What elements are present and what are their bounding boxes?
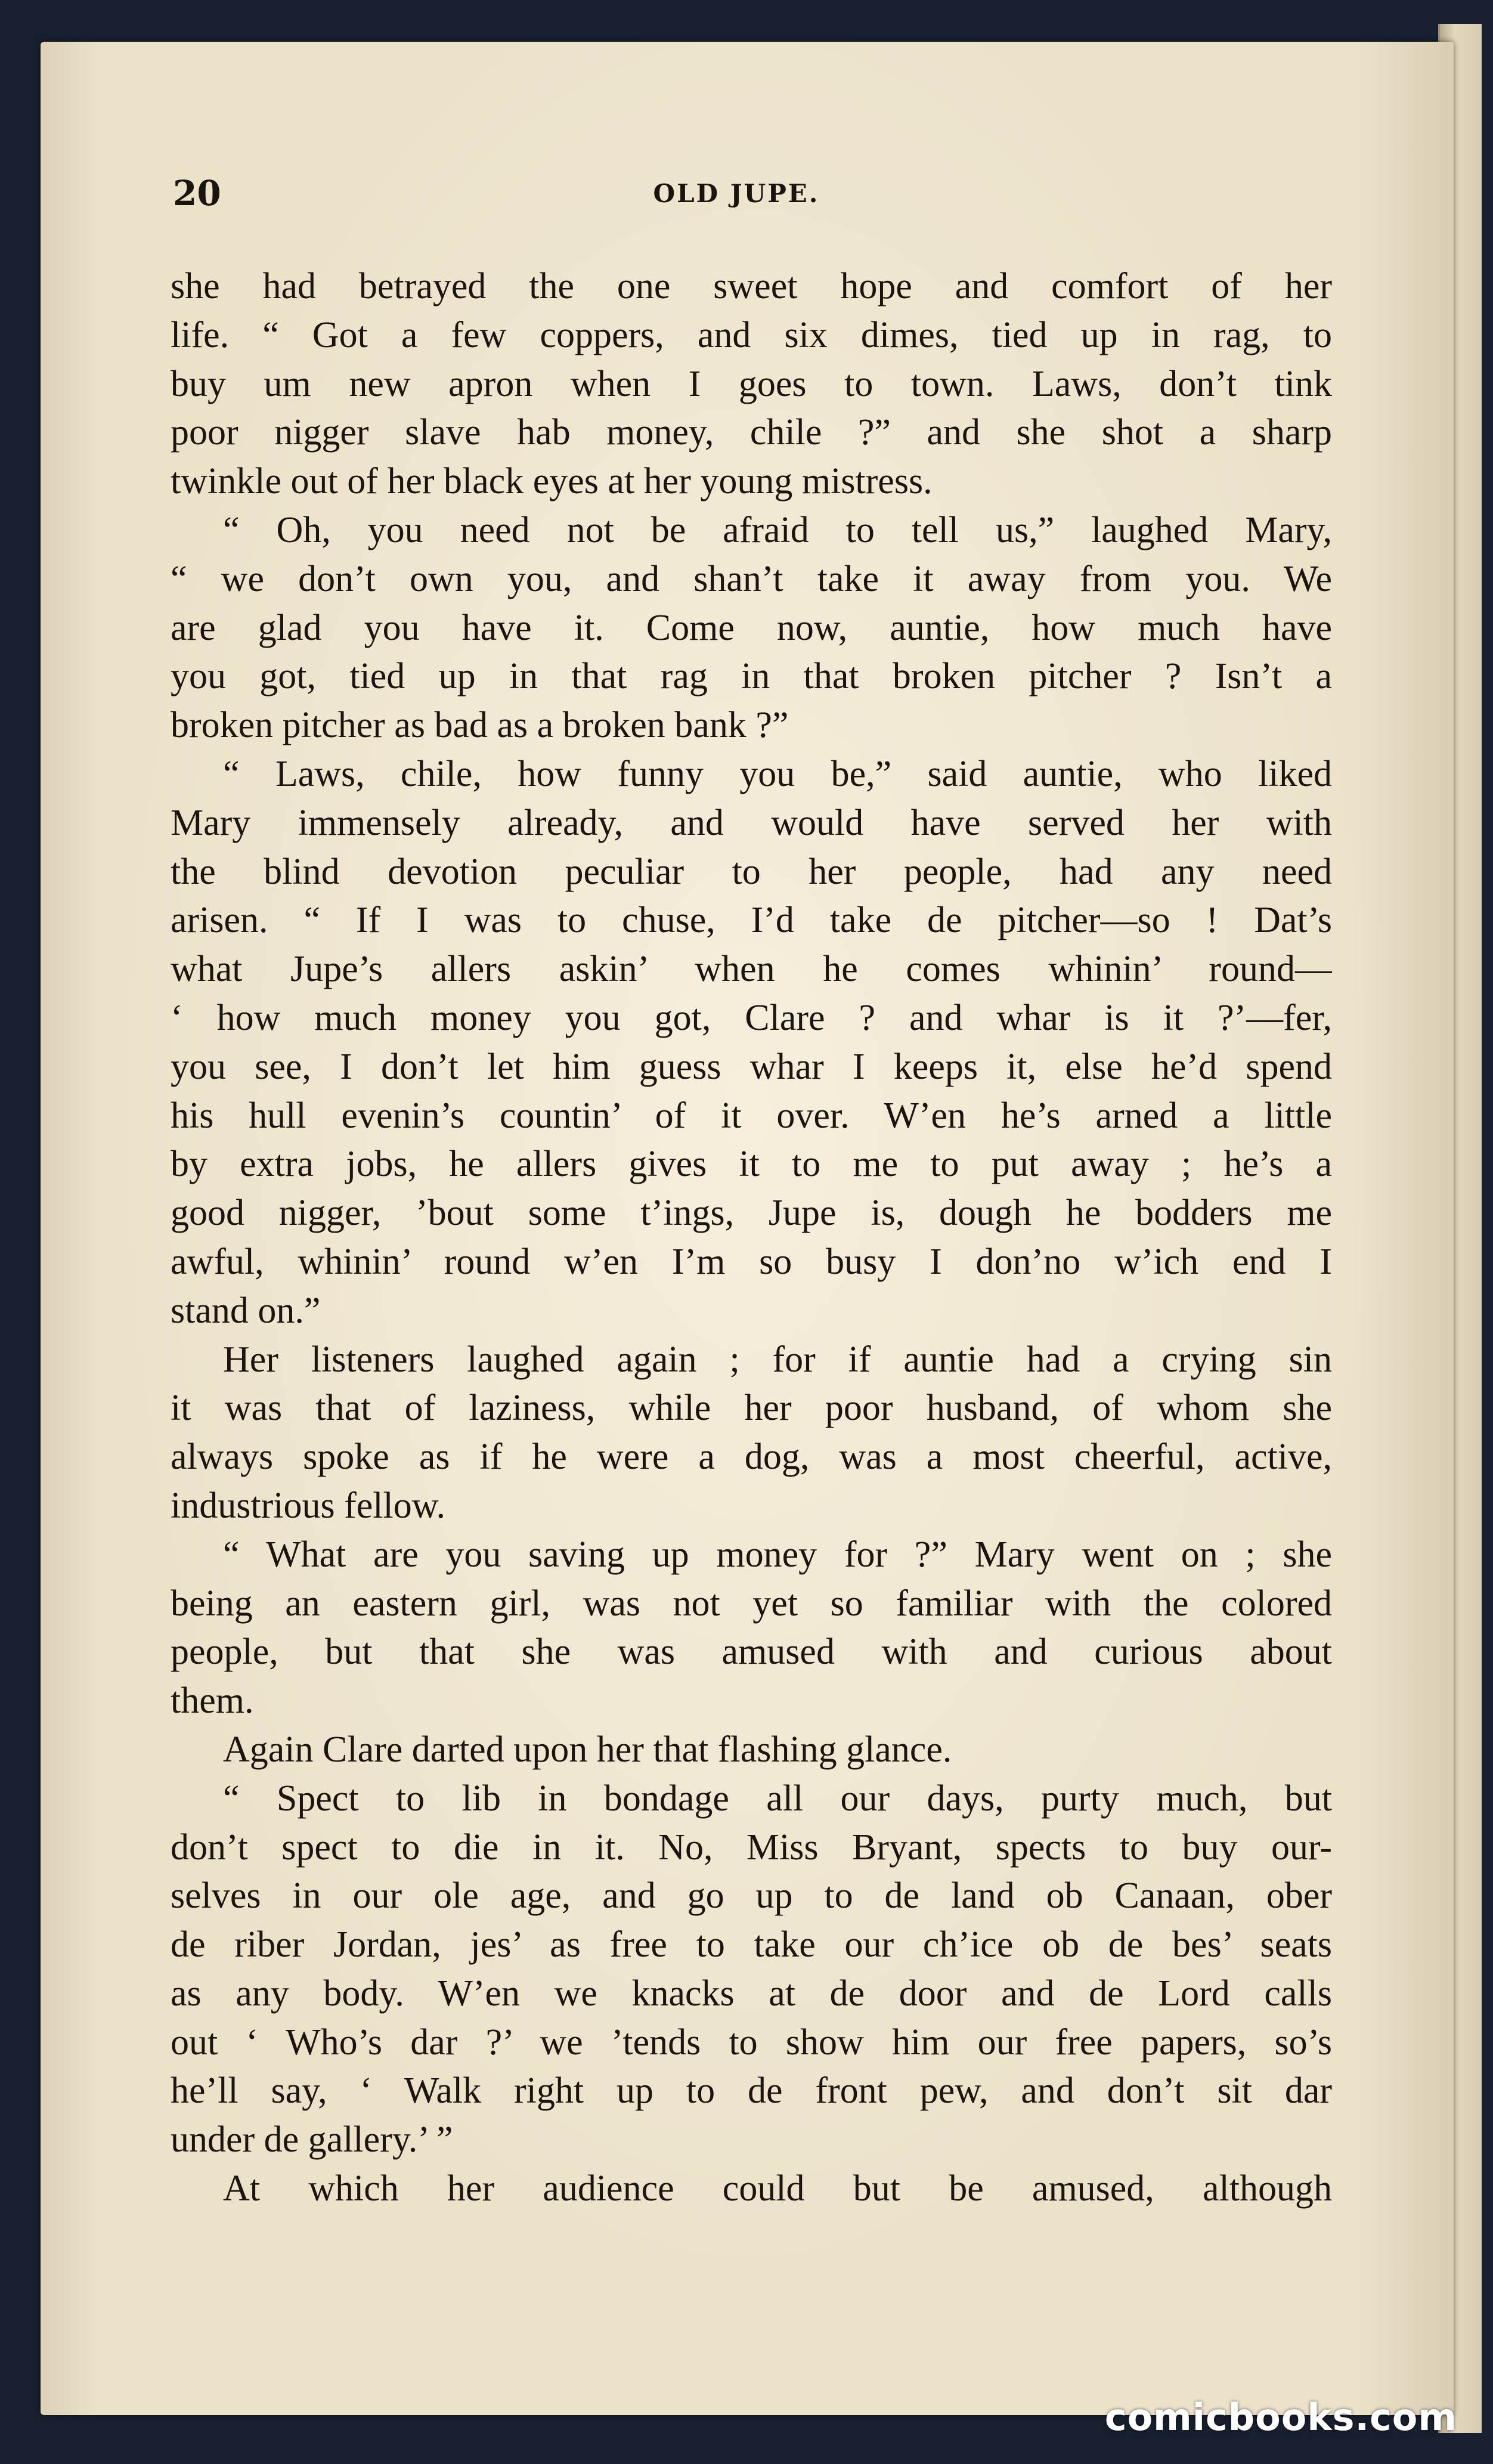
text-line: At which her audience could but be amused, although — [223, 2168, 1332, 2209]
text-line: good nigger, ’bout some t’ings, Jupe is, dough he bodders me — [171, 1193, 1332, 1234]
page-header — [173, 173, 1300, 215]
text-line: he’ll say, ‘ Walk right up to de front pew, and don’t sit dar — [171, 2070, 1332, 2112]
text-line: poor nigger slave hab money, chile ?” and she shot a sharp — [171, 412, 1332, 453]
text-line: out ‘ Who’s dar ?’ we ’tends to show him our free papers, so’s — [171, 2022, 1332, 2063]
text-line: life. “ Got a few coppers, and six dimes, tied up in rag, to — [171, 314, 1332, 355]
watermark-text: comicbooks.com — [1104, 2395, 1457, 2439]
text-line: broken pitcher as bad as a broken bank ?” — [171, 705, 789, 746]
text-line: industrious fellow. — [171, 1485, 445, 1526]
text-line: as any body. W’en we knacks at de door and de Lord calls — [171, 1973, 1332, 2014]
page-number: 20 — [173, 173, 221, 213]
text-line: Again Clare darted upon her that flashing glance. — [223, 1729, 952, 1770]
text-line: the blind devotion peculiar to her people, had any need — [171, 851, 1332, 892]
text-line: “ Spect to lib in bondage all our days, purty much, but — [223, 1778, 1332, 1819]
text-line: de riber Jordan, jes’ as free to take our ch’ice ob de bes’ seats — [171, 1924, 1332, 1965]
text-line: selves in our ole age, and go up to de land ob Canaan, ober — [171, 1875, 1332, 1917]
text-line: people, but that she was amused with and curious about — [171, 1632, 1332, 1673]
text-line: it was that of laziness, while her poor husband, of whom she — [171, 1388, 1332, 1429]
text-line: arisen. “ If I was to chuse, I’d take de pitcher—so ! Dat’s — [171, 900, 1332, 941]
text-line: what Jupe’s allers askin’ when he comes whinin’ round— — [171, 949, 1332, 990]
text-line: Her listeners laughed again ; for if auntie had a crying sin — [223, 1339, 1332, 1380]
text-line: awful, whinin’ round w’en I’m so busy I don’no w’ich end I — [171, 1241, 1332, 1282]
text-line: Mary immensely already, and would have served her with — [171, 802, 1332, 843]
text-line: she had betrayed the one sweet hope and comfort of her — [171, 266, 1332, 307]
text-line: his hull evenin’s countin’ of it over. W’en he’s arned a little — [171, 1095, 1332, 1136]
text-line: “ What are you saving up money for ?” Mary went on ; she — [223, 1534, 1332, 1575]
text-line: you see, I don’t let him guess whar I keeps it, else he’d spend — [171, 1046, 1332, 1087]
text-line: twinkle out of her black eyes at her young mistress. — [171, 461, 933, 502]
text-line: being an eastern girl, was not yet so familiar with the colored — [171, 1583, 1332, 1624]
body-text — [171, 262, 1332, 2214]
text-line: buy um new apron when I goes to town. Laws, don’t tink — [171, 363, 1332, 404]
text-line: “ Oh, you need not be afraid to tell us,” laughed Mary, — [223, 509, 1332, 550]
text-line: “ we don’t own you, and shan’t take it away from you. We — [171, 558, 1332, 599]
text-line: don’t spect to die in it. No, Miss Bryant, spects to buy our- — [171, 1827, 1332, 1868]
text-line: are glad you have it. Come now, auntie, how much have — [171, 607, 1332, 648]
text-line: “ Laws, chile, how funny you be,” said auntie, who liked — [223, 753, 1332, 794]
running-head: OLD JUPE. — [653, 179, 820, 208]
text-line: stand on.” — [171, 1290, 321, 1331]
text-line: them. — [171, 1680, 254, 1722]
text-line: you got, tied up in that rag in that broken pitcher ? Isn’t a — [171, 656, 1332, 697]
text-line: under de gallery.’ ” — [171, 2119, 453, 2160]
text-line: always spoke as if he were a dog, was a most cheerful, active, — [171, 1437, 1332, 1478]
text-line: ‘ how much money you got, Clare ? and whar is it ?’—fer, — [171, 997, 1332, 1038]
text-line: by extra jobs, he allers gives it to me to put away ; he’s a — [171, 1144, 1332, 1185]
